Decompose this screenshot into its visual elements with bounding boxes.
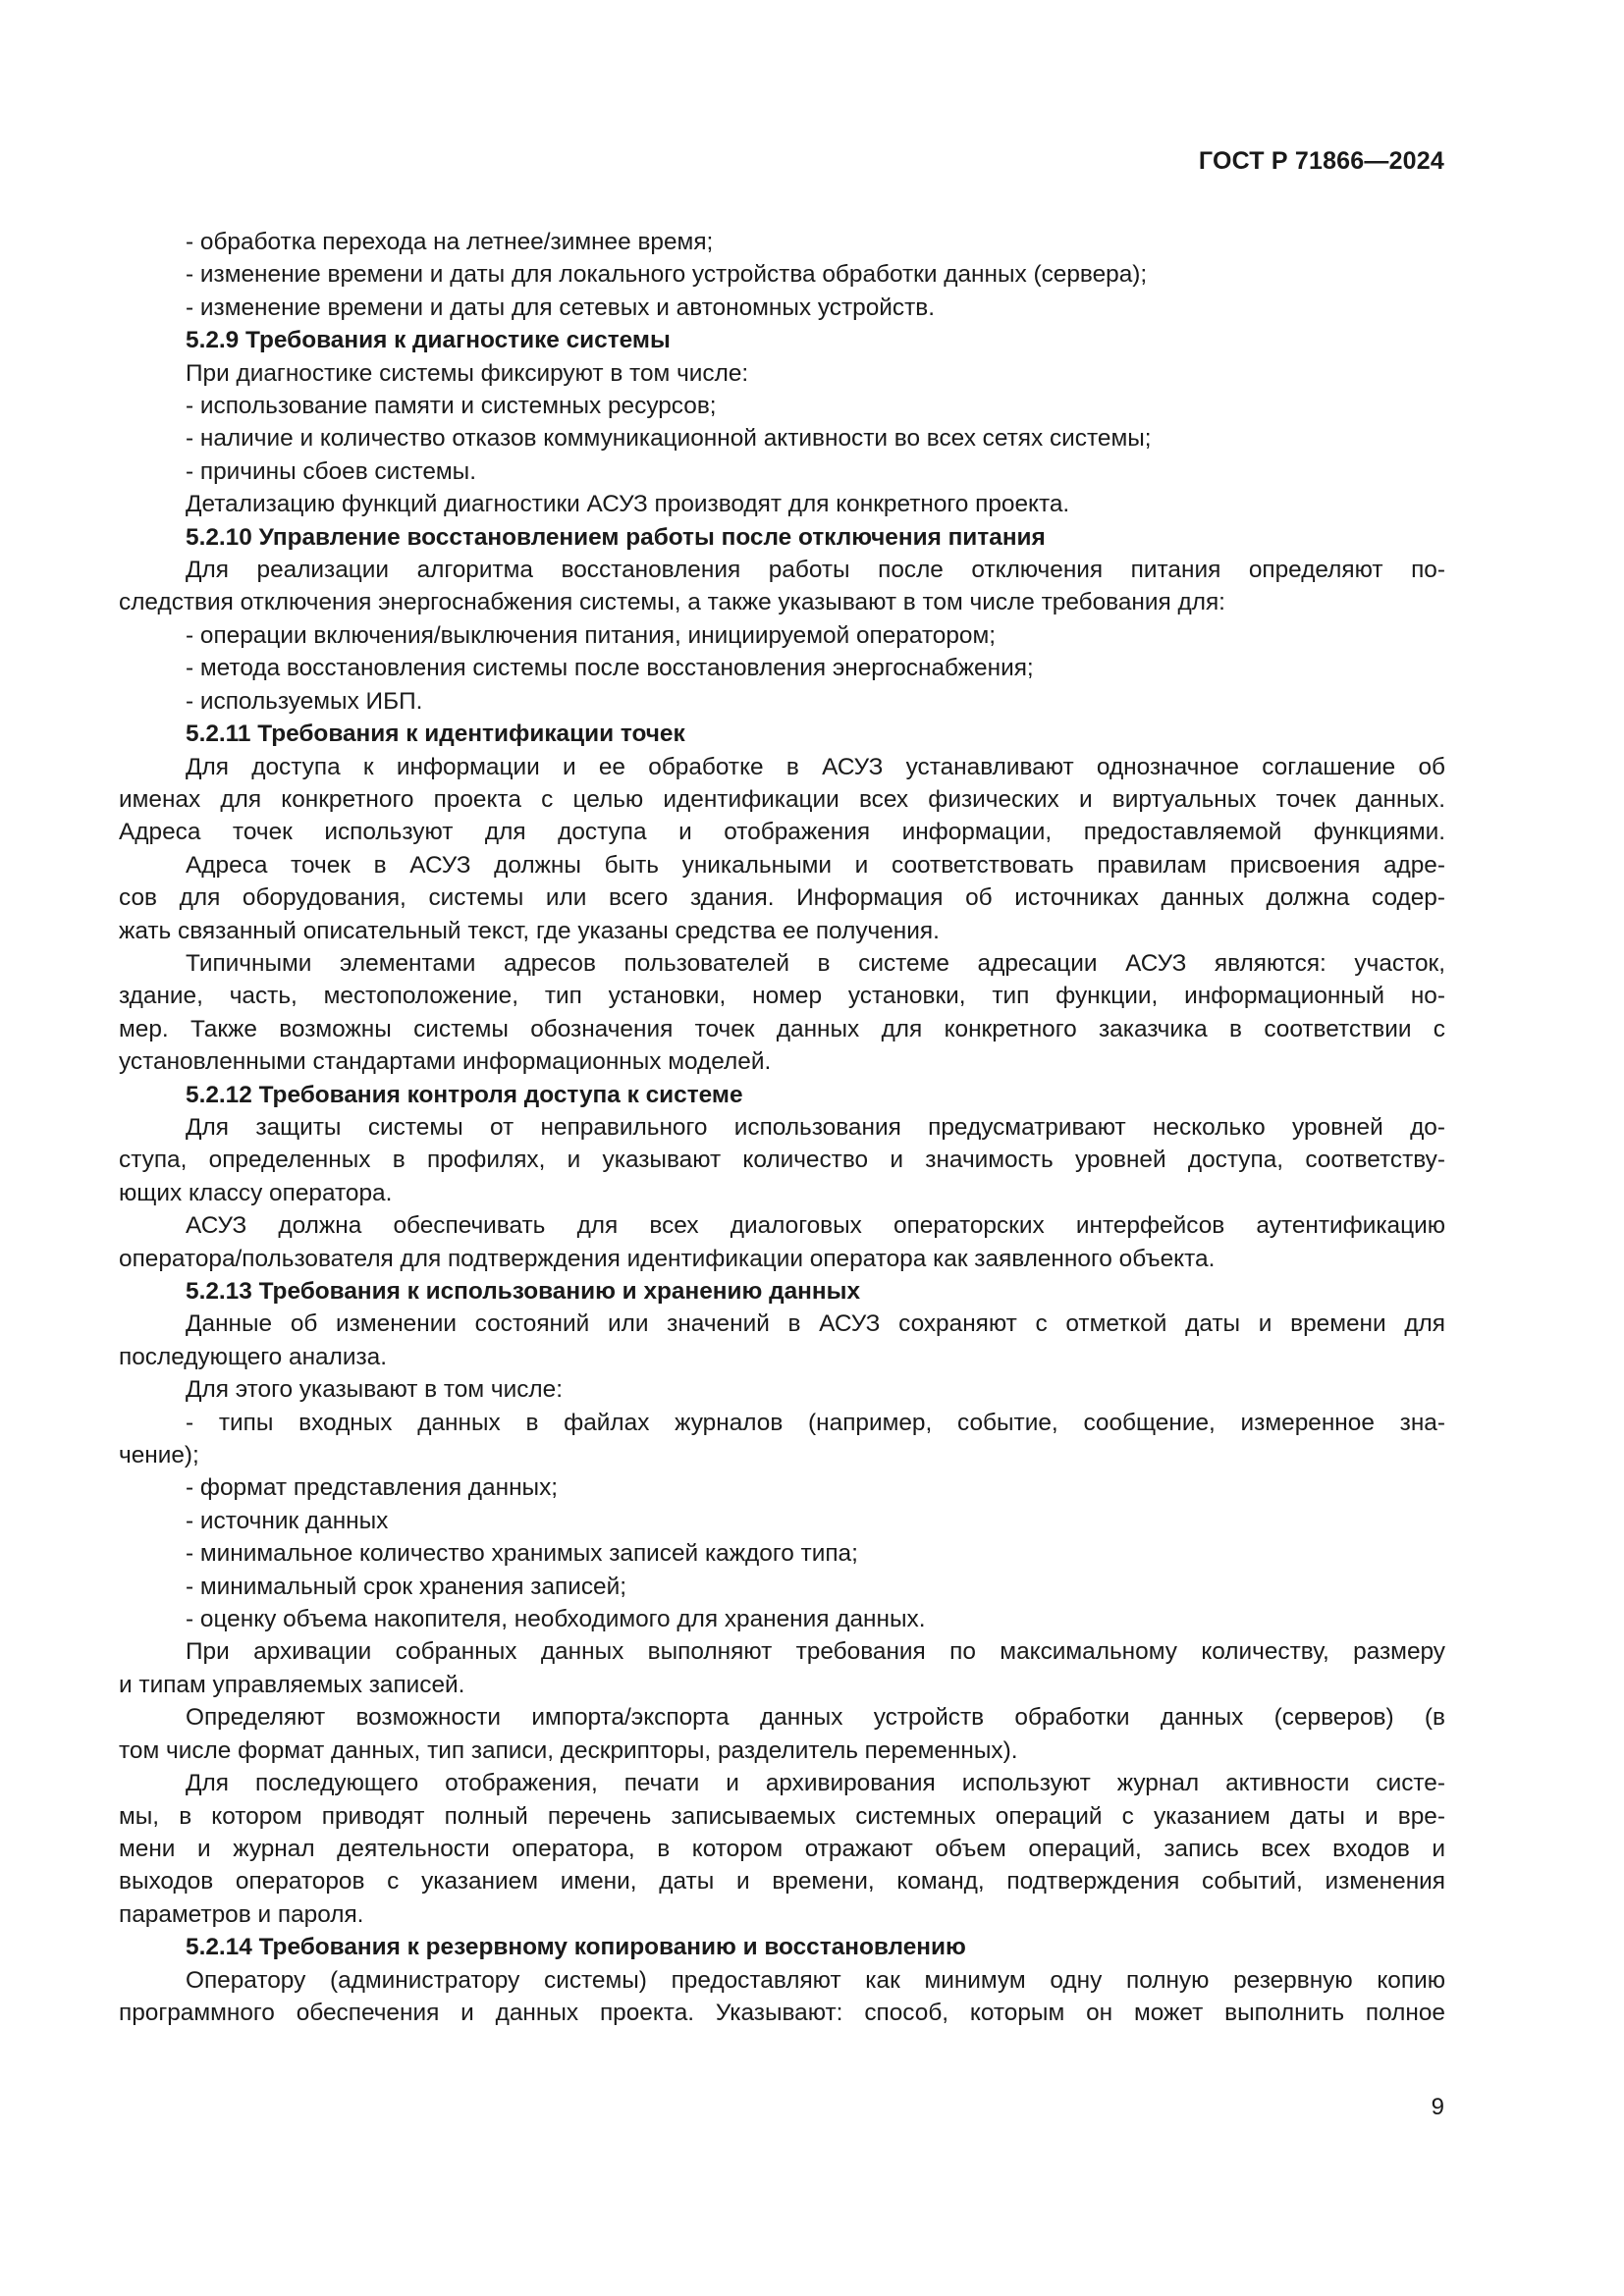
paragraph-first-line: Для реализации алгоритма восстановления работы после отключения питания определяют по- <box>186 557 1445 584</box>
list-item: - типы входных данных в файлах журналов (например, событие, сообщение, измеренное зна- <box>186 1409 1445 1436</box>
list-item: - формат представления данных; <box>186 1474 559 1502</box>
list-item: - минимальный срок хранения записей; <box>186 1573 627 1600</box>
paragraph-first-line: АСУЗ должна обеспечивать для всех диалоговых операторских интерфейсов аутентификацию <box>186 1212 1445 1240</box>
list-item: - изменение времени и даты для локального устройства обработки данных (сервера); <box>186 261 1148 289</box>
list-item: - используемых ИБП. <box>186 687 423 715</box>
paragraph-first-line: При диагностике системы фиксируют в том числе: <box>186 359 749 387</box>
list-item: - причины сбоев системы. <box>186 457 476 485</box>
list-item: - метода восстановления системы после восстановления энергоснабжения; <box>186 655 1034 682</box>
text-line: мер. Также возможны системы обозначения точек данных для конкретного заказчика в соответствии с <box>119 1015 1445 1042</box>
text-line: сов для оборудования, системы или всего здания. Информация об источниках данных должна содер- <box>119 884 1445 912</box>
list-item: - изменение времени и даты для сетевых и автономных устройств. <box>186 294 936 321</box>
paragraph-first-line: Определяют возможности импорта/экспорта данных устройств обработки данных (серверов) (в <box>186 1704 1445 1732</box>
text-line: мы, в котором приводят полный перечень записываемых системных операций с указанием даты и вре- <box>119 1802 1445 1830</box>
list-item: - использование памяти и системных ресурсов; <box>186 393 717 420</box>
text-line: выходов операторов с указанием имени, даты и времени, команд, подтверждения событий, изменения <box>119 1868 1445 1896</box>
list-item: - операции включения/выключения питания, инициируемой оператором; <box>186 621 997 649</box>
text-line: установленными стандартами информационных моделей. <box>119 1048 772 1076</box>
text-line: последующего анализа. <box>119 1343 387 1370</box>
list-item: - оценку объема накопителя, необходимого для хранения данных. <box>186 1606 926 1633</box>
text-line: здание, часть, местоположение, тип установки, номер установки, тип функции, информационный но- <box>119 983 1445 1010</box>
section-heading: 5.2.13 Требования к использованию и хранению данных <box>186 1278 861 1305</box>
list-item: - обработка перехода на летнее/зимнее время; <box>186 229 714 255</box>
text-line: параметров и пароля. <box>119 1900 364 1928</box>
paragraph-first-line: Для защиты системы от неправильного использования предусматривают несколько уровней до- <box>186 1113 1445 1141</box>
text-line: ющих классу оператора. <box>119 1179 393 1206</box>
document-id-header: ГОСТ Р 71866—2024 <box>1198 147 1444 175</box>
text-line: следствия отключения энергоснабжения системы, а также указывают в том числе требования для: <box>119 589 1225 616</box>
text-line: жать связанный описательный текст, где указаны средства ее получения. <box>119 917 940 944</box>
page-number: 9 <box>1431 2094 1444 2120</box>
list-item: - наличие и количество отказов коммуникационной активности во всех сетях системы; <box>186 425 1152 453</box>
paragraph-first-line: Типичными элементами адресов пользователей в системе адресации АСУЗ являются: участок, <box>186 949 1445 977</box>
text-line: программного обеспечения и данных проекта. Указывают: способ, которым он может выполнить полное <box>119 1999 1445 2026</box>
list-item: - минимальное количество хранимых записей каждого типа; <box>186 1540 858 1568</box>
text-line: Адреса точек используют для доступа и отображения информации, предоставляемой функциями. <box>119 819 1445 846</box>
text-line: и типам управляемых записей. <box>119 1671 465 1698</box>
text-line: ступа, определенных в профилях, и указывают количество и значимость уровней доступа, соответству- <box>119 1147 1445 1174</box>
section-heading: 5.2.9 Требования к диагностике системы <box>186 327 671 354</box>
document-body <box>119 226 1445 2029</box>
text-line: мени и журнал деятельности оператора, в котором отражают объем операций, запись всех входов и <box>119 1835 1445 1862</box>
paragraph-first-line: Детализацию функций диагностики АСУЗ производят для конкретного проекта. <box>186 491 1070 518</box>
paragraph-first-line: Для этого указывают в том числе: <box>186 1376 564 1404</box>
text-line: том числе формат данных, тип записи, дескрипторы, разделитель переменных). <box>119 1736 1018 1764</box>
paragraph-first-line: Данные об изменении состояний или значений в АСУЗ сохраняют с отметкой даты и времени для <box>186 1310 1445 1338</box>
section-heading: 5.2.11 Требования к идентификации точек <box>186 721 685 748</box>
text-line: именах для конкретного проекта с целью идентификации всех физических и виртуальных точек данных. <box>119 785 1445 813</box>
paragraph-first-line: Для доступа к информации и ее обработке в АСУЗ устанавливают однозначное соглашение об <box>186 753 1445 780</box>
list-item: - источник данных <box>186 1507 389 1534</box>
section-heading: 5.2.12 Требования контроля доступа к системе <box>186 1081 743 1108</box>
paragraph-first-line: Оператору (администратору системы) предоставляют как минимум одну полную резервную копию <box>186 1966 1445 1994</box>
text-line: чение); <box>119 1442 199 1469</box>
paragraph-first-line: При архивации собранных данных выполняют требования по максимальному количеству, размеру <box>186 1638 1445 1666</box>
paragraph-first-line: Адреса точек в АСУЗ должны быть уникальными и соответствовать правилам присвоения адре- <box>186 851 1445 879</box>
section-heading: 5.2.14 Требования к резервному копированию и восстановлению <box>186 1934 966 1961</box>
text-line: оператора/пользователя для подтверждения идентификации оператора как заявленного объекта. <box>119 1245 1216 1272</box>
section-heading: 5.2.10 Управление восстановлением работы после отключения питания <box>186 523 1046 551</box>
paragraph-first-line: Для последующего отображения, печати и архивирования используют журнал активности систе- <box>186 1770 1445 1797</box>
